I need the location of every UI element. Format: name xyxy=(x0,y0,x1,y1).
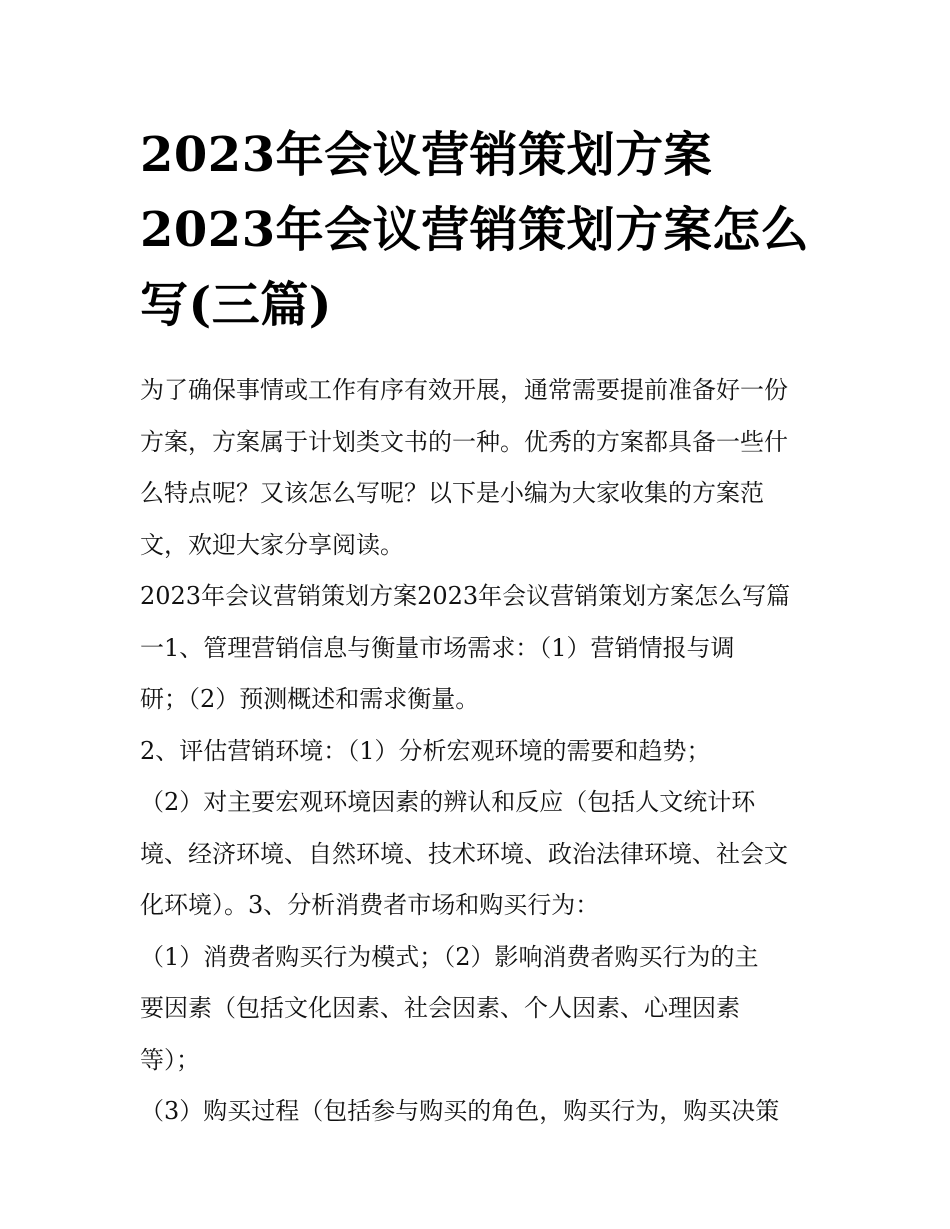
document-title xyxy=(140,118,820,343)
body-text-line: 研；（2）预测概述和需求衡量。 xyxy=(140,685,480,713)
body-text-line: 2023年会议营销策划方案2023年会议营销策划方案怎么写篇 xyxy=(140,582,791,610)
body-text-line: 么特点呢？又该怎么写呢？以下是小编为大家收集的方案范 xyxy=(140,479,764,507)
body-text-line: 方案，方案属于计划类文书的一种。优秀的方案都具备一些什 xyxy=(140,427,788,456)
body-text-line: 2、评估营销环境：（1）分析宏观环境的需要和趋势； xyxy=(140,736,711,765)
title-line: 写(三篇) xyxy=(140,277,332,333)
document-content xyxy=(140,118,820,1138)
body-text-line: 化环境）。3、分析消费者市场和购买行为： xyxy=(140,891,600,919)
document-body xyxy=(140,365,820,1138)
body-text-line: （2）对主要宏观环境因素的辨认和反应（包括人文统计环 xyxy=(140,788,756,816)
body-text-line: （3）购买过程（包括参与购买的角色，购买行为，购买决策 xyxy=(140,1097,780,1125)
body-text-line: （1）消费者购买行为模式；（2）影响消费者购买行为的主 xyxy=(140,942,759,971)
body-text-line: 文，欢迎大家分享阅读。 xyxy=(140,530,404,559)
body-text-line: 一1、管理营销信息与衡量市场需求：（1）营销情报与调 xyxy=(140,633,735,662)
body-text-line: 要因素（包括文化因素、社会因素、个人因素、心理因素 xyxy=(140,994,740,1022)
title-line: 2023年会议营销策划方案怎么 xyxy=(140,202,810,258)
title-line: 2023年会议营销策划方案 xyxy=(140,127,713,183)
body-text-line: 境、经济环境、自然环境、技术环境、政治法律环境、社会文 xyxy=(140,839,788,868)
body-text-line: 为了确保事情或工作有序有效开展，通常需要提前准备好一份 xyxy=(140,376,788,404)
body-text-line: 等）； xyxy=(140,1045,200,1074)
